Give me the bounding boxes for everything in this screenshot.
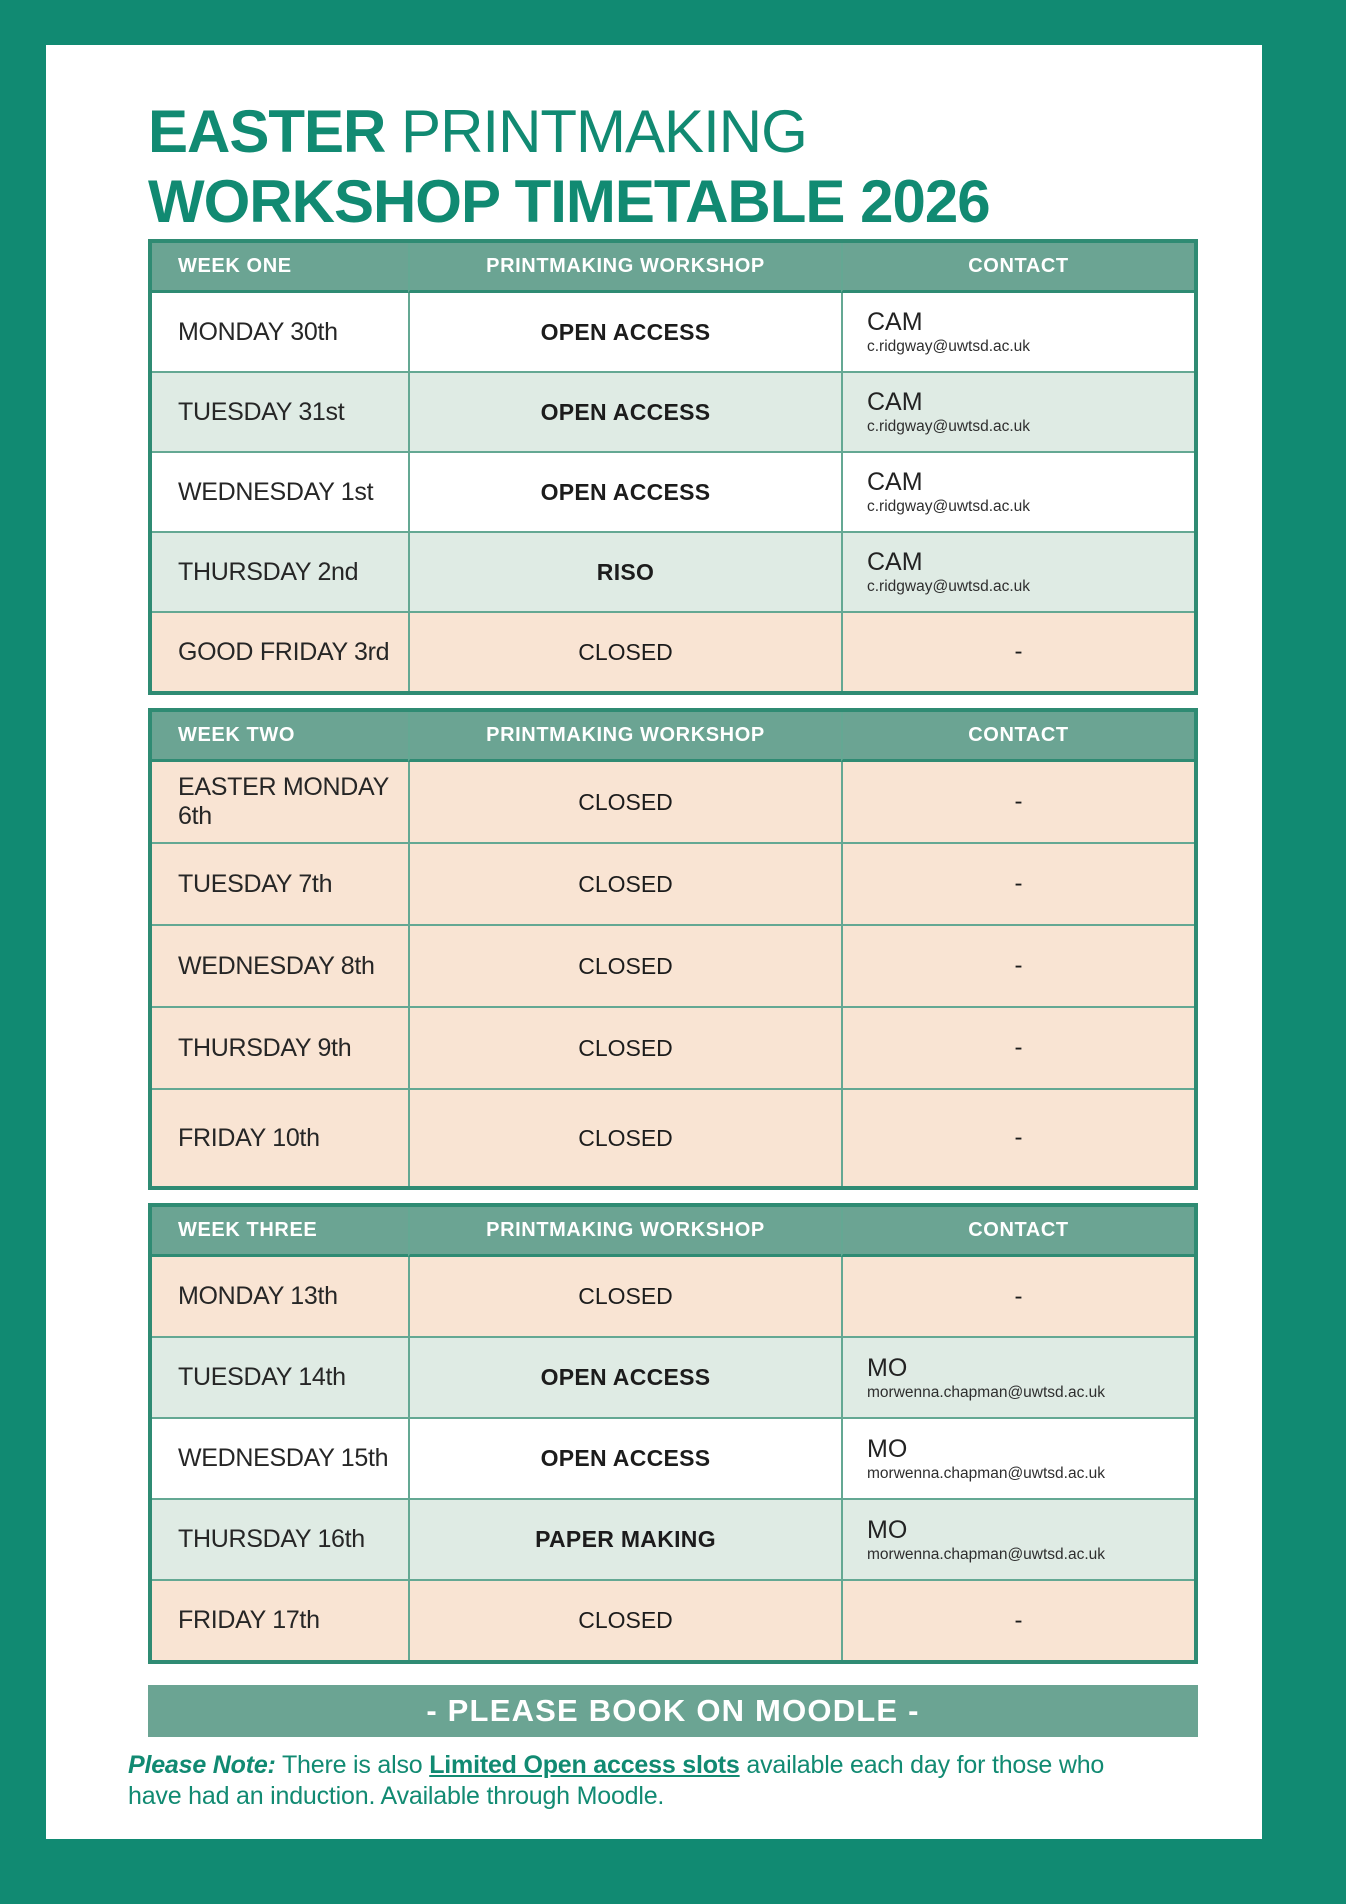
day-cell: TUESDAY 14th <box>152 1336 408 1417</box>
table-row <box>152 1088 1194 1186</box>
table-row <box>152 1336 1194 1417</box>
contact-name: CAM <box>867 308 923 336</box>
table-header-row <box>152 243 1194 293</box>
contact-cell: - <box>841 924 1194 1006</box>
day-cell: THURSDAY 9th <box>152 1006 408 1088</box>
contact-cell <box>841 451 1194 531</box>
book-on-moodle-banner: - PLEASE BOOK ON MOODLE - <box>148 1685 1198 1737</box>
header-printmaking-workshop: PRINTMAKING WORKSHOP <box>408 712 841 762</box>
note-text: There is also <box>275 1751 430 1779</box>
table-header-row <box>152 1207 1194 1257</box>
contact-name: MO <box>867 1515 908 1544</box>
day-cell: THURSDAY 16th <box>152 1498 408 1579</box>
header-week-three: WEEK THREE <box>152 1207 408 1257</box>
page-title <box>148 97 1262 237</box>
table-row <box>152 1257 1194 1336</box>
day-cell: FRIDAY 10th <box>152 1088 408 1186</box>
header-printmaking-workshop: PRINTMAKING WORKSHOP <box>408 1207 841 1257</box>
contact-email: morwenna.chapman@uwtsd.ac.uk <box>867 1383 1106 1401</box>
note-prefix: Please Note: <box>128 1751 276 1779</box>
workshop-cell: CLOSED <box>408 1579 841 1660</box>
day-cell: WEDNESDAY 8th <box>152 924 408 1006</box>
table-row <box>152 1417 1194 1498</box>
table-row <box>152 842 1194 924</box>
day-cell: GOOD FRIDAY 3rd <box>152 611 408 691</box>
contact-name: CAM <box>867 388 923 416</box>
contact-cell: - <box>841 611 1194 691</box>
title-line2: WORKSHOP TIMETABLE 2026 <box>148 168 990 235</box>
workshop-cell: PAPER MAKING <box>408 1498 841 1579</box>
footer-note <box>128 1750 1238 1812</box>
day-cell: EASTER MONDAY 6th <box>152 762 408 842</box>
table-row <box>152 1006 1194 1088</box>
note-text: available each day for those who <box>739 1751 1105 1779</box>
week-two-table <box>148 708 1198 1190</box>
contact-email: morwenna.chapman@uwtsd.ac.uk <box>867 1464 1106 1482</box>
day-cell: TUESDAY 7th <box>152 842 408 924</box>
header-printmaking-workshop: PRINTMAKING WORKSHOP <box>408 243 841 293</box>
contact-email: c.ridgway@uwtsd.ac.uk <box>867 578 1031 595</box>
contact-cell: - <box>841 762 1194 842</box>
contact-name: MO <box>867 1353 908 1382</box>
note-line2: have had an induction. Available through Moodle. <box>128 1782 665 1810</box>
workshop-cell: OPEN ACCESS <box>408 1336 841 1417</box>
contact-cell: - <box>841 842 1194 924</box>
header-contact: CONTACT <box>841 1207 1194 1257</box>
table-row <box>152 1498 1194 1579</box>
contact-name: MO <box>867 1434 908 1463</box>
table-row <box>152 531 1194 611</box>
workshop-cell: OPEN ACCESS <box>408 293 841 371</box>
limited-open-access-link[interactable]: Limited Open access slots <box>429 1751 740 1779</box>
title-line1 <box>148 97 1262 167</box>
workshop-cell: CLOSED <box>408 1006 841 1088</box>
header-contact: CONTACT <box>841 712 1194 762</box>
table-row <box>152 1579 1194 1660</box>
week-three-table <box>148 1203 1198 1664</box>
header-contact: CONTACT <box>841 243 1194 293</box>
contact-cell <box>841 1498 1194 1579</box>
table-row <box>152 293 1194 371</box>
workshop-cell: CLOSED <box>408 924 841 1006</box>
header-week-one: WEEK ONE <box>152 243 408 293</box>
table-row <box>152 451 1194 531</box>
contact-cell: - <box>841 1088 1194 1186</box>
contact-cell <box>841 1417 1194 1498</box>
day-cell: TUESDAY 31st <box>152 371 408 451</box>
contact-name: CAM <box>867 468 923 496</box>
contact-email: c.ridgway@uwtsd.ac.uk <box>867 498 1031 515</box>
week-one-table <box>148 239 1198 695</box>
workshop-cell: CLOSED <box>408 1088 841 1186</box>
workshop-cell: CLOSED <box>408 611 841 691</box>
note-line1 <box>128 1750 1238 1781</box>
contact-cell <box>841 1336 1194 1417</box>
table-header-row <box>152 712 1194 762</box>
table-row <box>152 371 1194 451</box>
contact-cell: - <box>841 1257 1194 1336</box>
day-cell: MONDAY 30th <box>152 293 408 371</box>
workshop-cell: CLOSED <box>408 1257 841 1336</box>
table-row <box>152 611 1194 691</box>
header-week-two: WEEK TWO <box>152 712 408 762</box>
contact-email: c.ridgway@uwtsd.ac.uk <box>867 418 1031 435</box>
day-cell: WEDNESDAY 1st <box>152 451 408 531</box>
day-cell: THURSDAY 2nd <box>152 531 408 611</box>
workshop-cell: OPEN ACCESS <box>408 371 841 451</box>
day-cell: WEDNESDAY 15th <box>152 1417 408 1498</box>
workshop-cell: RISO <box>408 531 841 611</box>
contact-cell <box>841 531 1194 611</box>
title-easter: EASTER <box>148 98 386 165</box>
contact-cell <box>841 293 1194 371</box>
title-printmaking: PRINTMAKING <box>401 98 807 165</box>
day-cell: MONDAY 13th <box>152 1257 408 1336</box>
day-cell: FRIDAY 17th <box>152 1579 408 1660</box>
contact-name: CAM <box>867 548 923 576</box>
workshop-cell: CLOSED <box>408 762 841 842</box>
table-row <box>152 762 1194 842</box>
contact-email: morwenna.chapman@uwtsd.ac.uk <box>867 1545 1106 1563</box>
contact-cell <box>841 371 1194 451</box>
workshop-cell: OPEN ACCESS <box>408 1417 841 1498</box>
contact-cell: - <box>841 1006 1194 1088</box>
document-page <box>46 45 1262 1839</box>
workshop-cell: OPEN ACCESS <box>408 451 841 531</box>
table-row <box>152 924 1194 1006</box>
contact-email: c.ridgway@uwtsd.ac.uk <box>867 338 1031 355</box>
contact-cell: - <box>841 1579 1194 1660</box>
workshop-cell: CLOSED <box>408 842 841 924</box>
